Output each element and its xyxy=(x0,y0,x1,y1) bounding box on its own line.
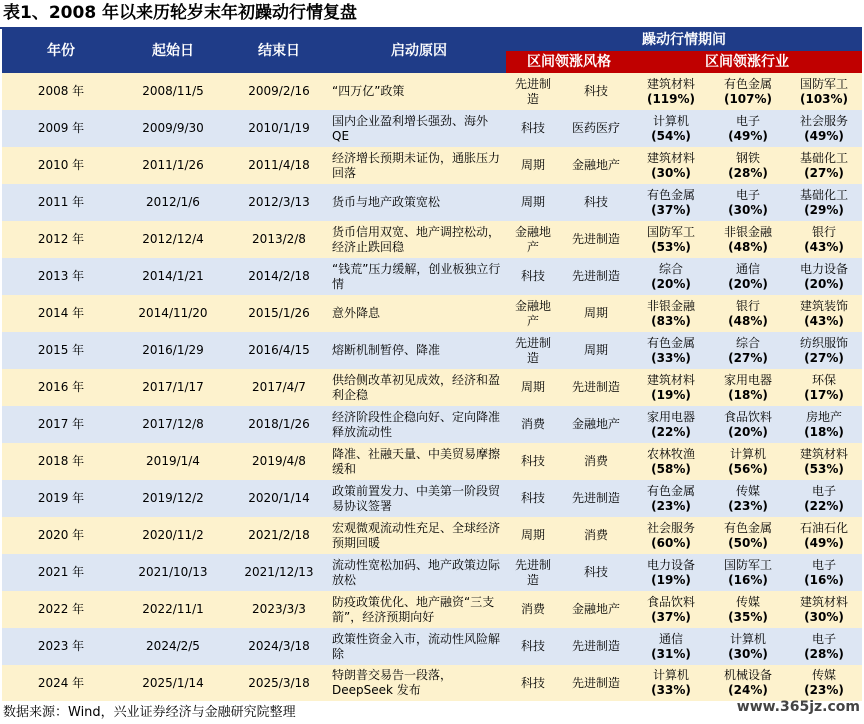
industry-leader-2 xyxy=(710,184,786,221)
industry-return: (23%) xyxy=(728,498,768,513)
style-leader-2: 先进制造 xyxy=(560,628,632,665)
end-date-cell: 2010/1/19 xyxy=(226,110,332,147)
industry-name: 基础化工 xyxy=(800,187,849,202)
industry-leader-3 xyxy=(786,110,862,147)
start-date-cell: 2014/1/21 xyxy=(120,258,226,295)
start-date-cell: 2012/1/6 xyxy=(120,184,226,221)
start-date-cell: 2020/11/2 xyxy=(120,517,226,554)
industry-return: (50%) xyxy=(728,535,768,550)
industry-name: 农林牧渔 xyxy=(646,446,695,461)
industry-leader-1 xyxy=(632,332,710,369)
industry-name: 非银金融 xyxy=(723,224,772,239)
industry-return: (48%) xyxy=(728,313,768,328)
industry-name: 建筑材料 xyxy=(800,446,849,461)
industry-leader-2 xyxy=(710,517,786,554)
style-leader-2: 科技 xyxy=(560,73,632,110)
style-leader-1: 科技 xyxy=(506,480,560,517)
industry-leader-2 xyxy=(710,147,786,184)
industry-name: 建筑材料 xyxy=(646,372,695,387)
industry-leader-3 xyxy=(786,147,862,184)
table-row xyxy=(2,221,862,258)
table-row xyxy=(2,147,862,184)
header-reason: 启动原因 xyxy=(332,29,506,73)
industry-leader-3 xyxy=(786,332,862,369)
style-leader-2: 金融地产 xyxy=(560,406,632,443)
industry-leader-1 xyxy=(632,369,710,406)
industry-name: 建筑装饰 xyxy=(800,298,849,313)
reason-cell: 防疫政策优化、地产融资“三支箭”，经济预期向好 xyxy=(332,591,506,628)
year-cell: 2019 年 xyxy=(2,480,120,517)
table-row xyxy=(2,73,862,110)
industry-name: 国防军工 xyxy=(646,224,695,239)
table-row xyxy=(2,665,862,701)
industry-name: 建筑材料 xyxy=(800,594,849,609)
industry-name: 社会服务 xyxy=(800,113,849,128)
industry-return: (30%) xyxy=(651,165,691,180)
style-leader-2: 科技 xyxy=(560,554,632,591)
industry-leader-3 xyxy=(786,517,862,554)
industry-return: (53%) xyxy=(804,461,844,476)
start-date-cell: 2019/1/4 xyxy=(120,443,226,480)
industry-name: 国防军工 xyxy=(723,557,772,572)
source-note: 数据来源：Wind，兴业证券经济与金融研究院整理 xyxy=(3,705,296,720)
reason-cell: 宏观微观流动性充足、全球经济预期回暖 xyxy=(332,517,506,554)
industry-name: 有色金属 xyxy=(646,483,695,498)
style-leader-1: 科技 xyxy=(506,258,560,295)
end-date-cell: 2016/4/15 xyxy=(226,332,332,369)
header-period-group: 躁动行情期间 xyxy=(506,29,862,51)
table-row xyxy=(2,184,862,221)
industry-name: 传媒 xyxy=(735,483,760,498)
industry-name: 有色金属 xyxy=(646,187,695,202)
style-leader-2: 周期 xyxy=(560,295,632,332)
style-leader-2: 先进制造 xyxy=(560,258,632,295)
style-leader-1: 金融地产 xyxy=(506,221,560,258)
industry-leader-1 xyxy=(632,73,710,110)
industry-name: 电子 xyxy=(735,187,760,202)
start-date-cell: 2024/2/5 xyxy=(120,628,226,665)
industry-return: (33%) xyxy=(651,350,691,365)
style-leader-1: 消费 xyxy=(506,591,560,628)
end-date-cell: 2013/2/8 xyxy=(226,221,332,258)
reason-cell: “四万亿”政策 xyxy=(332,73,506,110)
reason-cell: 经济阶段性企稳向好、定向降准释放流动性 xyxy=(332,406,506,443)
end-date-cell: 2015/1/26 xyxy=(226,295,332,332)
industry-name: 纺织服饰 xyxy=(800,335,849,350)
industry-name: 通信 xyxy=(735,261,760,276)
industry-leader-1 xyxy=(632,406,710,443)
header-end: 结束日 xyxy=(226,29,332,73)
industry-leader-2 xyxy=(710,110,786,147)
industry-name: 有色金属 xyxy=(723,520,772,535)
industry-leader-1 xyxy=(632,258,710,295)
start-date-cell: 2017/12/8 xyxy=(120,406,226,443)
year-cell: 2020 年 xyxy=(2,517,120,554)
end-date-cell: 2019/4/8 xyxy=(226,443,332,480)
industry-leader-3 xyxy=(786,184,862,221)
style-leader-1: 周期 xyxy=(506,369,560,406)
industry-return: (30%) xyxy=(804,609,844,624)
industry-leader-3 xyxy=(786,554,862,591)
industry-return: (30%) xyxy=(728,202,768,217)
start-date-cell: 2019/12/2 xyxy=(120,480,226,517)
year-cell: 2013 年 xyxy=(2,258,120,295)
industry-name: 房地产 xyxy=(806,409,843,424)
industry-leader-2 xyxy=(710,406,786,443)
industry-leader-1 xyxy=(632,443,710,480)
rally-table xyxy=(2,29,862,701)
industry-name: 有色金属 xyxy=(646,335,695,350)
industry-leader-3 xyxy=(786,628,862,665)
year-cell: 2018 年 xyxy=(2,443,120,480)
industry-leader-3 xyxy=(786,369,862,406)
start-date-cell: 2021/10/13 xyxy=(120,554,226,591)
style-leader-1: 周期 xyxy=(506,184,560,221)
industry-name: 社会服务 xyxy=(646,520,695,535)
industry-name: 计算机 xyxy=(729,446,766,461)
industry-leader-3 xyxy=(786,258,862,295)
style-leader-1: 消费 xyxy=(506,406,560,443)
reason-cell: 政策前置发力、中美第一阶段贸易协议签署 xyxy=(332,480,506,517)
industry-return: (20%) xyxy=(728,276,768,291)
industry-name: 环保 xyxy=(812,372,837,387)
industry-return: (18%) xyxy=(728,387,768,402)
industry-name: 银行 xyxy=(812,224,837,239)
industry-leader-3 xyxy=(786,73,862,110)
end-date-cell: 2025/3/18 xyxy=(226,665,332,701)
year-cell: 2014 年 xyxy=(2,295,120,332)
industry-name: 家用电器 xyxy=(646,409,695,424)
header-start: 起始日 xyxy=(120,29,226,73)
year-cell: 2022 年 xyxy=(2,591,120,628)
reason-cell: “钱荒”压力缓解，创业板独立行情 xyxy=(332,258,506,295)
style-leader-2: 先进制造 xyxy=(560,480,632,517)
industry-leader-2 xyxy=(710,369,786,406)
industry-leader-1 xyxy=(632,628,710,665)
style-leader-1: 周期 xyxy=(506,517,560,554)
industry-return: (19%) xyxy=(651,572,691,587)
industry-name: 国防军工 xyxy=(800,76,849,91)
year-cell: 2021 年 xyxy=(2,554,120,591)
industry-leader-3 xyxy=(786,443,862,480)
style-leader-2: 先进制造 xyxy=(560,369,632,406)
table-row xyxy=(2,295,862,332)
industry-return: (58%) xyxy=(651,461,691,476)
industry-name: 有色金属 xyxy=(723,76,772,91)
style-leader-1: 科技 xyxy=(506,665,560,701)
year-cell: 2012 年 xyxy=(2,221,120,258)
industry-leader-1 xyxy=(632,184,710,221)
reason-cell: 经济增长预期未证伪，通胀压力回落 xyxy=(332,147,506,184)
start-date-cell: 2017/1/17 xyxy=(120,369,226,406)
industry-return: (27%) xyxy=(728,350,768,365)
watermark: www.365jz.com xyxy=(736,699,860,715)
table-row xyxy=(2,369,862,406)
industry-name: 计算机 xyxy=(652,113,689,128)
industry-name: 非银金融 xyxy=(646,298,695,313)
style-leader-1: 科技 xyxy=(506,443,560,480)
industry-name: 电子 xyxy=(812,557,837,572)
start-date-cell: 2014/11/20 xyxy=(120,295,226,332)
reason-cell: 货币与地产政策宽松 xyxy=(332,184,506,221)
industry-return: (28%) xyxy=(804,646,844,661)
industry-name: 传媒 xyxy=(812,668,837,682)
industry-leader-3 xyxy=(786,406,862,443)
industry-leader-3 xyxy=(786,591,862,628)
table-row xyxy=(2,258,862,295)
style-leader-2: 科技 xyxy=(560,184,632,221)
industry-name: 电子 xyxy=(812,631,837,646)
style-leader-1: 金融地产 xyxy=(506,295,560,332)
reason-cell: 政策性资金入市，流动性风险解除 xyxy=(332,628,506,665)
industry-leader-3 xyxy=(786,221,862,258)
start-date-cell: 2009/9/30 xyxy=(120,110,226,147)
industry-leader-2 xyxy=(710,665,786,701)
industry-return: (27%) xyxy=(804,350,844,365)
header-style-group: 区间领涨风格 xyxy=(506,51,632,73)
industry-name: 传媒 xyxy=(735,594,760,609)
style-leader-2: 消费 xyxy=(560,517,632,554)
table-row xyxy=(2,628,862,665)
industry-leader-1 xyxy=(632,665,710,701)
industry-name: 钢铁 xyxy=(735,150,760,165)
industry-return: (28%) xyxy=(728,165,768,180)
industry-name: 基础化工 xyxy=(800,150,849,165)
industry-return: (16%) xyxy=(804,572,844,587)
table-body xyxy=(2,73,862,701)
industry-return: (83%) xyxy=(651,313,691,328)
industry-name: 建筑材料 xyxy=(646,76,695,91)
industry-leader-1 xyxy=(632,110,710,147)
industry-name: 石油石化 xyxy=(800,520,849,535)
industry-name: 建筑材料 xyxy=(646,150,695,165)
reason-cell: 特朗普交易告一段落，DeepSeek 发布 xyxy=(332,665,506,701)
industry-name: 电子 xyxy=(735,113,760,128)
industry-name: 电力设备 xyxy=(800,261,849,276)
start-date-cell: 2025/1/14 xyxy=(120,665,226,701)
industry-leader-3 xyxy=(786,665,862,701)
industry-return: (19%) xyxy=(651,387,691,402)
industry-return: (31%) xyxy=(651,646,691,661)
industry-return: (30%) xyxy=(728,646,768,661)
reason-cell: 供给侧改革初见成效，经济和盈利企稳 xyxy=(332,369,506,406)
style-leader-1: 先进制造 xyxy=(506,73,560,110)
industry-leader-2 xyxy=(710,591,786,628)
start-date-cell: 2016/1/29 xyxy=(120,332,226,369)
table-row xyxy=(2,517,862,554)
table-row xyxy=(2,406,862,443)
table-row xyxy=(2,591,862,628)
end-date-cell: 2009/2/16 xyxy=(226,73,332,110)
year-cell: 2009 年 xyxy=(2,110,120,147)
industry-return: (49%) xyxy=(728,128,768,143)
year-cell: 2016 年 xyxy=(2,369,120,406)
style-leader-1: 科技 xyxy=(506,110,560,147)
industry-return: (56%) xyxy=(728,461,768,476)
industry-return: (53%) xyxy=(651,239,691,254)
industry-return: (22%) xyxy=(804,498,844,513)
reason-cell: 货币信用双宽、地产调控松动，经济止跌回稳 xyxy=(332,221,506,258)
style-leader-2: 医药医疗 xyxy=(560,110,632,147)
table-row xyxy=(2,480,862,517)
industry-return: (54%) xyxy=(651,128,691,143)
industry-return: (33%) xyxy=(651,683,691,697)
industry-return: (20%) xyxy=(651,276,691,291)
reason-cell: 意外降息 xyxy=(332,295,506,332)
year-cell: 2023 年 xyxy=(2,628,120,665)
reason-cell: 降准、社融天量、中美贸易摩擦缓和 xyxy=(332,443,506,480)
year-cell: 2011 年 xyxy=(2,184,120,221)
year-cell: 2024 年 xyxy=(2,665,120,701)
industry-return: (49%) xyxy=(804,535,844,550)
style-leader-1: 科技 xyxy=(506,628,560,665)
industry-return: (24%) xyxy=(728,683,768,697)
reason-cell: 流动性宽松加码、地产政策边际放松 xyxy=(332,554,506,591)
end-date-cell: 2011/4/18 xyxy=(226,147,332,184)
industry-return: (43%) xyxy=(804,239,844,254)
industry-leader-1 xyxy=(632,554,710,591)
year-cell: 2015 年 xyxy=(2,332,120,369)
style-leader-2: 先进制造 xyxy=(560,665,632,701)
industry-leader-1 xyxy=(632,591,710,628)
industry-return: (20%) xyxy=(804,276,844,291)
industry-leader-2 xyxy=(710,295,786,332)
industry-name: 家用电器 xyxy=(723,372,772,387)
industry-return: (27%) xyxy=(804,165,844,180)
page-title: 表1、2008 年以来历轮岁末年初躁动行情复盘 xyxy=(3,3,358,23)
industry-leader-1 xyxy=(632,295,710,332)
industry-leader-1 xyxy=(632,221,710,258)
end-date-cell: 2024/3/18 xyxy=(226,628,332,665)
industry-name: 综合 xyxy=(735,335,760,350)
year-cell: 2008 年 xyxy=(2,73,120,110)
industry-return: (17%) xyxy=(804,387,844,402)
industry-leader-1 xyxy=(632,480,710,517)
industry-name: 通信 xyxy=(658,631,683,646)
style-leader-2: 消费 xyxy=(560,443,632,480)
end-date-cell: 2023/3/3 xyxy=(226,591,332,628)
industry-return: (23%) xyxy=(804,683,844,697)
style-leader-1: 先进制造 xyxy=(506,332,560,369)
year-cell: 2010 年 xyxy=(2,147,120,184)
industry-return: (107%) xyxy=(723,91,773,106)
style-leader-2: 周期 xyxy=(560,332,632,369)
industry-return: (48%) xyxy=(728,239,768,254)
industry-leader-2 xyxy=(710,73,786,110)
industry-name: 机械设备 xyxy=(723,668,772,682)
end-date-cell: 2014/2/18 xyxy=(226,258,332,295)
industry-name: 电力设备 xyxy=(646,557,695,572)
end-date-cell: 2021/12/13 xyxy=(226,554,332,591)
industry-return: (37%) xyxy=(651,609,691,624)
end-date-cell: 2021/2/18 xyxy=(226,517,332,554)
industry-leader-2 xyxy=(710,443,786,480)
style-leader-1: 先进制造 xyxy=(506,554,560,591)
industry-return: (20%) xyxy=(728,424,768,439)
industry-name: 食品饮料 xyxy=(646,594,695,609)
industry-name: 银行 xyxy=(735,298,760,313)
industry-leader-2 xyxy=(710,480,786,517)
table-row xyxy=(2,554,862,591)
industry-return: (37%) xyxy=(651,202,691,217)
table-row xyxy=(2,110,862,147)
start-date-cell: 2012/12/4 xyxy=(120,221,226,258)
header-industry-group: 区间领涨行业 xyxy=(632,51,862,73)
industry-return: (60%) xyxy=(651,535,691,550)
industry-leader-2 xyxy=(710,332,786,369)
industry-leader-2 xyxy=(710,628,786,665)
industry-leader-3 xyxy=(786,295,862,332)
industry-leader-2 xyxy=(710,221,786,258)
end-date-cell: 2017/4/7 xyxy=(226,369,332,406)
reason-cell: 熔断机制暂停、降准 xyxy=(332,332,506,369)
industry-leader-1 xyxy=(632,147,710,184)
table-row xyxy=(2,332,862,369)
end-date-cell: 2018/1/26 xyxy=(226,406,332,443)
industry-return: (16%) xyxy=(728,572,768,587)
end-date-cell: 2012/3/13 xyxy=(226,184,332,221)
start-date-cell: 2022/11/1 xyxy=(120,591,226,628)
table-row xyxy=(2,443,862,480)
year-cell: 2017 年 xyxy=(2,406,120,443)
industry-name: 电子 xyxy=(812,483,837,498)
industry-return: (23%) xyxy=(651,498,691,513)
industry-return: (35%) xyxy=(728,609,768,624)
industry-name: 食品饮料 xyxy=(723,409,772,424)
industry-return: (103%) xyxy=(799,91,849,106)
industry-leader-2 xyxy=(710,258,786,295)
industry-leader-2 xyxy=(710,554,786,591)
industry-leader-3 xyxy=(786,480,862,517)
industry-return: (43%) xyxy=(804,313,844,328)
industry-return: (49%) xyxy=(804,128,844,143)
industry-return: (18%) xyxy=(804,424,844,439)
industry-return: (22%) xyxy=(651,424,691,439)
industry-name: 综合 xyxy=(658,261,683,276)
industry-return: (29%) xyxy=(804,202,844,217)
industry-return: (119%) xyxy=(646,91,696,106)
style-leader-2: 金融地产 xyxy=(560,147,632,184)
industry-name: 计算机 xyxy=(729,631,766,646)
end-date-cell: 2020/1/14 xyxy=(226,480,332,517)
style-leader-2: 先进制造 xyxy=(560,221,632,258)
reason-cell: 国内企业盈利增长强劲、海外 QE xyxy=(332,110,506,147)
industry-leader-1 xyxy=(632,517,710,554)
start-date-cell: 2008/11/5 xyxy=(120,73,226,110)
header-year: 年份 xyxy=(2,29,120,73)
industry-name: 计算机 xyxy=(652,668,689,682)
style-leader-2: 金融地产 xyxy=(560,591,632,628)
start-date-cell: 2011/1/26 xyxy=(120,147,226,184)
style-leader-1: 周期 xyxy=(506,147,560,184)
